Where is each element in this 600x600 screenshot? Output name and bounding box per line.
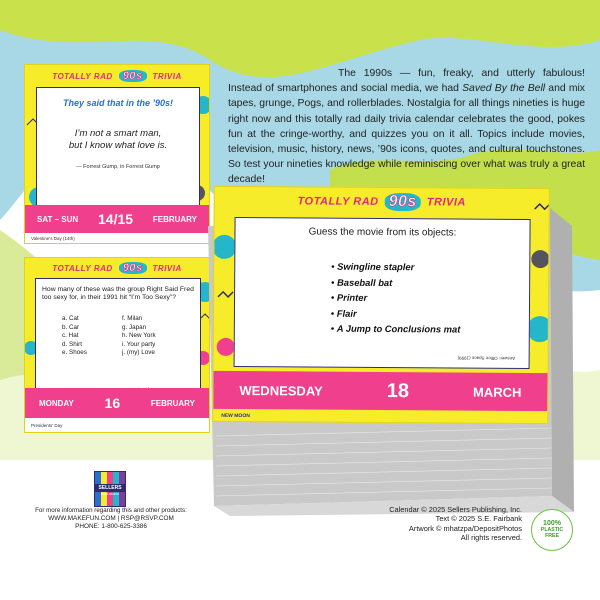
- day-label: WEDNESDAY: [239, 382, 323, 399]
- contact-heading: For more information regarding this and other products:: [35, 507, 187, 514]
- month-label: FEBRUARY: [150, 398, 195, 408]
- option: d. Shirt: [62, 340, 82, 348]
- sellers-publishing-logo: SELLERS PUBLISHING: [94, 471, 126, 507]
- ninety-badge: 90s: [119, 262, 147, 274]
- date-number: 16: [104, 395, 121, 411]
- trivia-panel: [35, 278, 201, 400]
- month-label: FEBRUARY: [152, 214, 197, 224]
- option: c. Hat: [62, 332, 79, 340]
- plastic-free-badge: 100% PLASTIC FREE: [531, 509, 573, 551]
- list-item: • A Jump to Conclusions mat: [331, 321, 461, 337]
- holiday-note: Valentine's Day (14th): [25, 233, 209, 244]
- list-item: • Flair: [331, 305, 461, 321]
- card-title: They said that in the ’90s!: [62, 98, 174, 108]
- trivia-panel: [234, 217, 531, 369]
- option: f. Milan: [122, 315, 143, 322]
- day-label: SAT – SUN: [37, 214, 79, 224]
- option: h. New York: [122, 332, 156, 340]
- copyright-credits: [380, 505, 522, 543]
- date-number: 14/15: [98, 211, 134, 227]
- calendar-page-mar-18: [212, 186, 550, 424]
- option: a. Cat: [62, 315, 79, 322]
- ninety-badge: 90s: [119, 70, 147, 82]
- contact-phone: PHONE: 1-800-625-3386: [75, 523, 147, 530]
- answer-options: [62, 315, 182, 356]
- credit-line: All rights reserved.: [460, 533, 522, 543]
- list-item: • Printer: [331, 290, 461, 306]
- card-header: TOTALLY RAD 90s TRIVIA: [297, 193, 466, 211]
- option: i. Your party: [122, 340, 156, 348]
- calendar-page-feb-16: [24, 257, 210, 433]
- trivia-question: How many of these was the group Right Said Fred too sexy for, in their 1991 hit “I’m Too Sexy”?: [42, 286, 194, 302]
- credit-line: Calendar © 2025 Sellers Publishing, Inc.: [389, 505, 522, 514]
- product-description: The 1990s — fun, freaky, and utterly fabulous! Instead of smartphones and social media, we had Saved By the Bell and mix tapes, grunge, Pogs, and rollerblades. Nostalgia for all things nineties is huge right now and this totally rad daily trivia calendar celebrates the good, pokes fun at the cringe-worthy, and quizzes you on it all. Topics include movies, television, music, history, news, ’90s icons, quotes, and cultural touchstones. So test your nineties knowledge while reminiscing over what was truly a great decade!: [228, 68, 585, 186]
- date-band: [25, 388, 209, 418]
- option: b. Car: [62, 323, 80, 331]
- credit-line: Artwork © mhatzpa/DepositPhotos: [408, 523, 522, 533]
- trivia-prompt: Guess the movie from its objects:: [308, 226, 457, 239]
- description-italic: Saved By the Bell: [462, 83, 546, 95]
- date-number: 18: [386, 379, 410, 402]
- object-list: [331, 259, 461, 337]
- list-item: • Baseball bat: [331, 274, 461, 290]
- contact-info: [18, 507, 204, 531]
- date-band: [213, 371, 547, 411]
- list-item: • Swingline stapler: [331, 259, 461, 275]
- quote-attribution: — Forrest Gump, in Forrest Gump: [76, 164, 160, 170]
- option: g. Japan: [122, 323, 147, 331]
- calendar-page-feb-14-15: [24, 64, 210, 244]
- quote-text: I’m not a smart man, but I know what love is.: [68, 128, 168, 151]
- month-label: MARCH: [472, 384, 522, 400]
- credit-line: Text © 2025 S.E. Fairbank: [435, 514, 522, 524]
- card-header: TOTALLY RAD 90s TRIVIA: [52, 70, 182, 82]
- option: e. Shoes: [62, 349, 87, 357]
- date-band: [25, 205, 209, 233]
- contact-web: WWW.MAKEFUN.COM | RSP@RSVP.COM: [48, 515, 174, 522]
- upside-down-answer: Answer: Office Space (1999): [457, 355, 515, 361]
- ninety-badge: 90s: [385, 193, 421, 211]
- holiday-note: Presidents' Day: [25, 418, 209, 433]
- day-label: MONDAY: [39, 398, 74, 408]
- moon-phase-note: NEW MOON: [221, 412, 250, 420]
- card-header: TOTALLY RAD 90s TRIVIA: [52, 262, 182, 274]
- option: j. (my) Love: [122, 349, 155, 357]
- trivia-panel: [36, 87, 200, 211]
